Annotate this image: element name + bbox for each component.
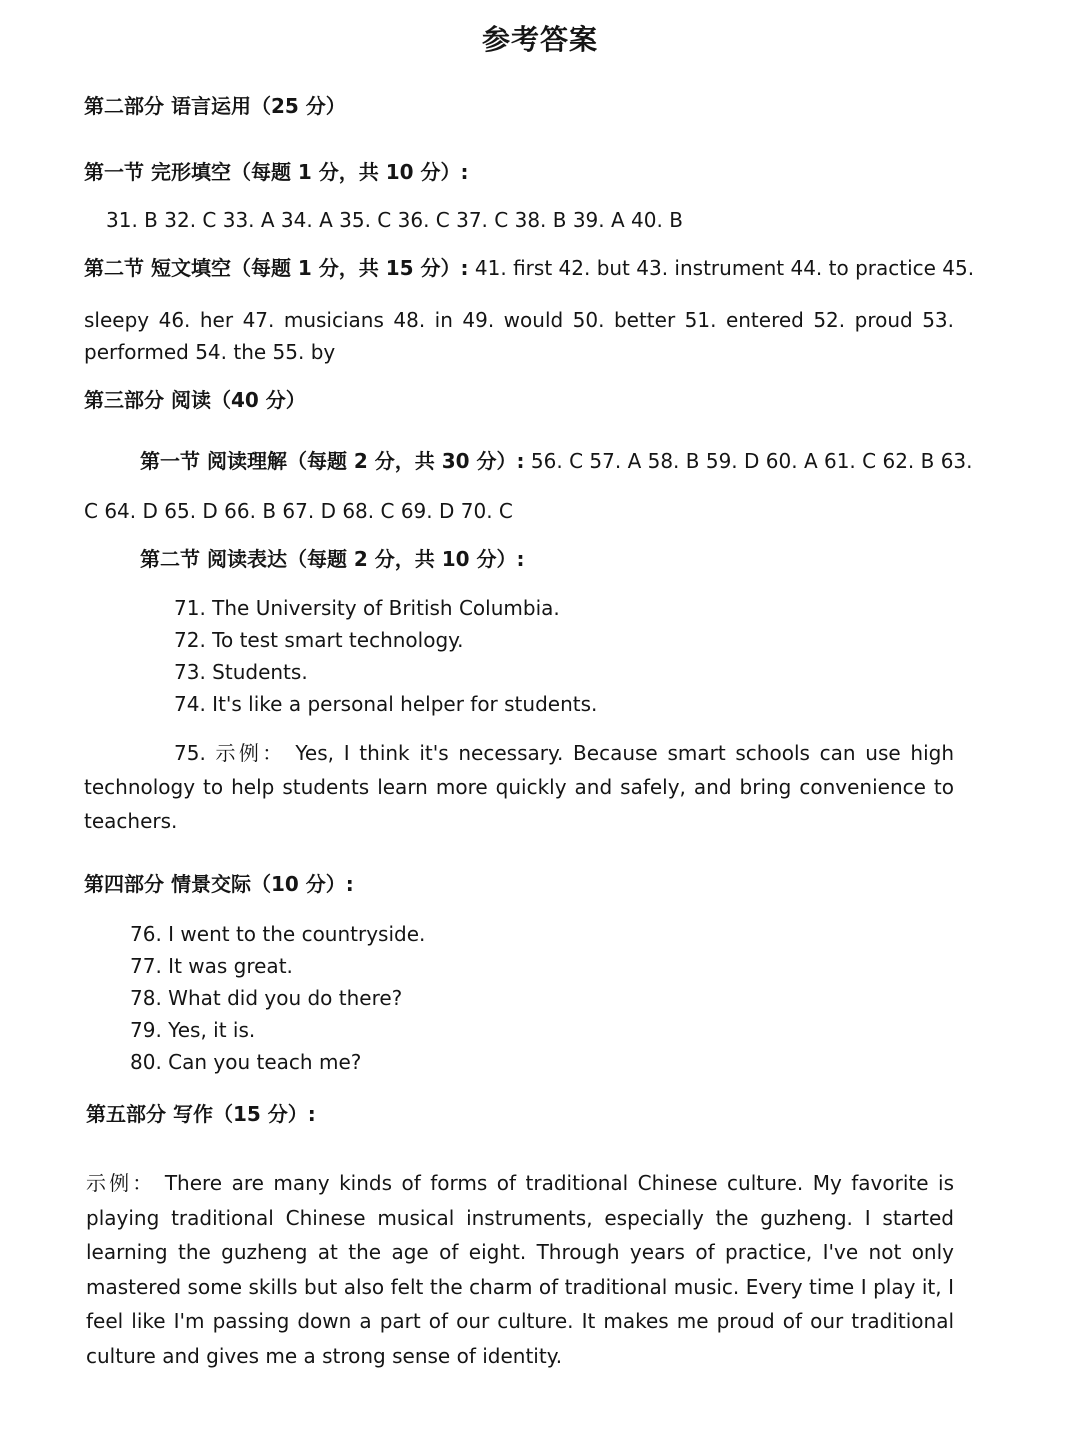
item75-label: 75. 示例： [174,741,286,765]
part2-section1-heading: 第一节 完形填空（每题 1 分，共 10 分）: [84,160,469,184]
list-item: 71. The University of British Columbia. [174,596,560,620]
part2-section2-answers-1: 41. first 42. but 43. instrument 44. to practice 45. [468,256,975,280]
list-item: 74. It's like a personal helper for students. [174,692,598,716]
list-item: 77. It was great. [130,954,293,978]
part2-section1-answers: 31. B 32. C 33. A 34. A 35. C 36. C 37. C 38. B 39. A 40. B [106,208,683,232]
list-item: 73. Students. [174,660,308,684]
list-item: 80. Can you teach me? [130,1050,362,1074]
part3-section1-answers-2: C 64. D 65. D 66. B 67. D 68. C 69. D 70. C [84,499,513,523]
part5-example-essay [86,1166,954,1373]
part3-section1-line1 [140,447,973,475]
part3-item75 [84,736,954,838]
part2-section2-answers-2: sleepy 46. her 47. musicians 48. in 49. would 50. better 51. entered 52. proud 53. [84,308,954,332]
list-item: 79. Yes, it is. [130,1018,256,1042]
example-text: There are many kinds of forms of traditional Chinese culture. My favorite is playing traditional Chinese musical instruments, especially the guzheng. I started learning the guzheng at the age of eight. Through years of practice, I've not only mastered some skills but also felt the charm of traditional music. Every time I play it, I feel like I'm passing down a part of our culture. It makes me proud of our traditional culture and gives me a strong sense of identity. [86,1171,955,1368]
part5-heading: 第五部分 写作（15 分）: [86,1102,316,1126]
part4-heading: 第四部分 情景交际（10 分）: [84,872,354,896]
part4-answer-list [130,918,425,1078]
example-label: 示例： [86,1171,156,1195]
part2-heading: 第二部分 语言运用（25 分） [84,94,346,118]
part3-section2-heading: 第二节 阅读表达（每题 2 分，共 10 分）: [140,547,525,571]
part3-heading: 第三部分 阅读（40 分） [84,388,306,412]
page-title: 参考答案 [481,23,598,56]
list-item: 72. To test smart technology. [174,628,464,652]
part2-section2-line1 [84,254,974,282]
part2-section2-heading: 第二节 短文填空（每题 1 分，共 15 分）: [84,256,469,280]
item75-text: Yes, I think it's necessary. Because smart schools can use high technology to help students learn more quickly and safely, and bring convenience to teachers. [84,741,954,833]
list-item: 78. What did you do there? [130,986,403,1010]
list-item: 76. I went to the countryside. [130,922,426,946]
part2-section2-answers-3: performed 54. the 55. by [84,340,336,364]
part3-section1-answers-1: 56. C 57. A 58. B 59. D 60. A 61. C 62. B 63. [524,449,973,473]
part3-section1-heading: 第一节 阅读理解（每题 2 分，共 30 分）: [140,449,525,473]
part3-section2-answer-list [174,592,597,720]
